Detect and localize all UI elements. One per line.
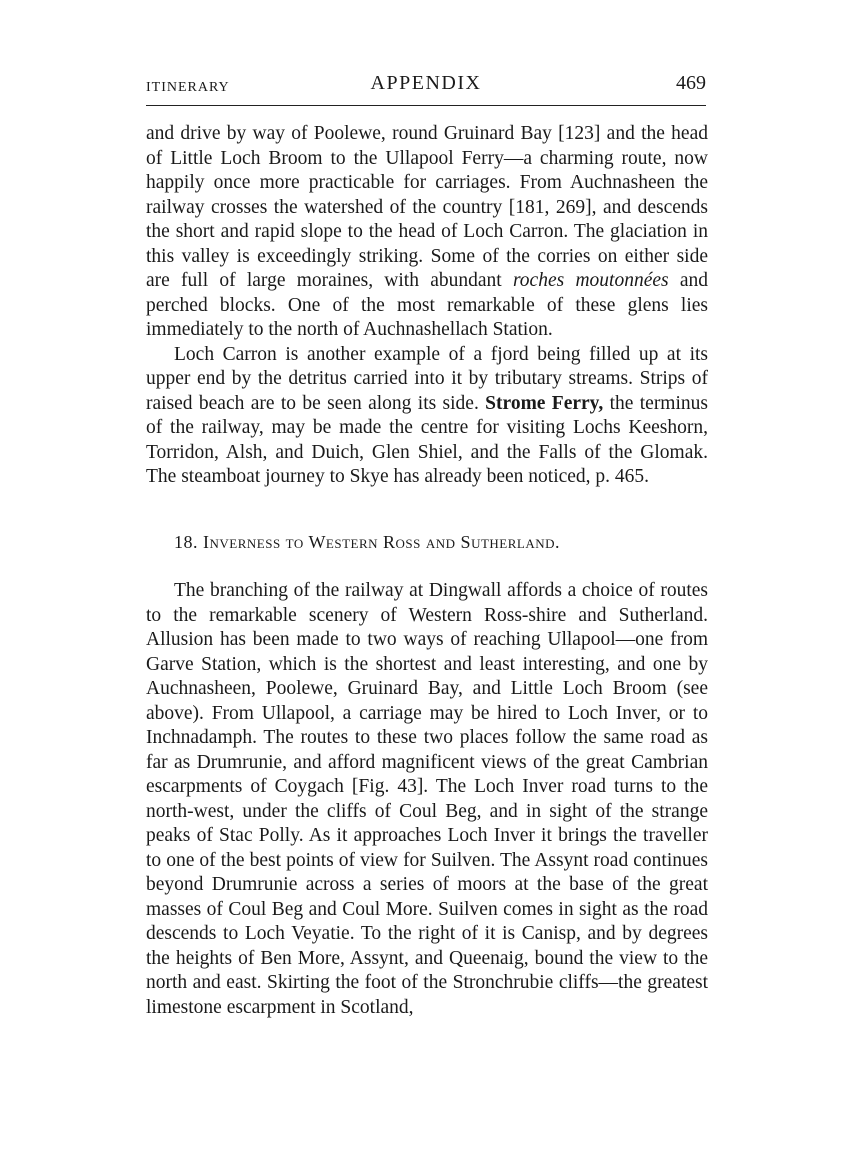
paragraph-2 — [146, 343, 708, 490]
header-rule — [146, 105, 706, 106]
paragraph-1 — [146, 122, 708, 343]
paragraph-1-text-b: and perched blocks. One of the most remarkable of these glens lies immediately to the north of Auchnashellach Station. — [146, 270, 708, 340]
page-number: 469 — [676, 72, 706, 94]
running-head-title: APPENDIX — [370, 72, 482, 94]
paragraph-2-text-b: the terminus of the railway, may be made the centre for visiting Lochs Keeshorn, Torridon, Alsh, and Duich, Glen Shiel, and the Falls of the Glomak. The steamboat journey to Skye has already been noticed, p. 465. — [146, 392, 708, 487]
section-heading: 18. Inverness to Western Ross and Sutherland. — [174, 531, 561, 552]
running-head — [146, 72, 706, 102]
paragraph-1-text-a: and drive by way of Poolewe, round Gruinard Bay [123] and the head of Little Loch Broom to the Ullapool Ferry—a charming route, now happily once more practicable for carriages. From Auchnasheen the railway crosses the watershed of the country [181, 269], and descends the short and rapid slope to the head of Loch Carron. The glaciation in this valley is exceedingly striking. Some of the corries on either side are full of large moraines, with abundant — [146, 123, 708, 291]
running-head-section: ITINERARY — [146, 80, 230, 95]
paragraph-2-bold-place: Strome Ferry, — [485, 392, 604, 414]
paragraph-1-italic-phrase: roches moutonnées — [512, 270, 669, 291]
paragraph-2-text-a: Loch Carron is another example of a fjord being filled up at its upper end by the detritus carried into it by tributary streams. Strips of raised beach are to be seen along its side. — [146, 343, 708, 414]
body-text — [146, 122, 708, 1020]
paragraph-3: The branching of the railway at Dingwall affords a choice of routes to the remarkable scenery of Western Ross-shire and Sutherland. Allusion has been made to two ways of reaching Ullapool—one from Garve Station, which is the shortest and least interesting, and one by Auchnasheen, Poolewe, Gruinard Bay, and Little Loch Broom (see above). From Ullapool, a carriage may be hired to Loch Inver, or to Inchnadamph. The routes to these two places follow the same road as far as Drumrunie, and afford magnificent views of the great Cambrian escarpments of Coygach [Fig. 43]. The Loch Inver road turns to the north-west, under the cliffs of Coul Beg, and in sight of the strange peaks of Stac Polly. As it approaches Loch Inver it brings the traveller to one of the best points of view for Suilven. The Assynt road continues beyond Drumrunie across a series of moors at the base of the great masses of Coul Beg and Coul More. Suilven comes in sight as the road descends to Loch Veyatie. To the right of it is Canisp, and by degrees the heights of Ben More, Assynt, and Queenaig, bound the view to the north and east. Skirting the foot of the Stronchrubie cliffs—the greatest limestone escarpment in Scotland, — [146, 580, 708, 1018]
